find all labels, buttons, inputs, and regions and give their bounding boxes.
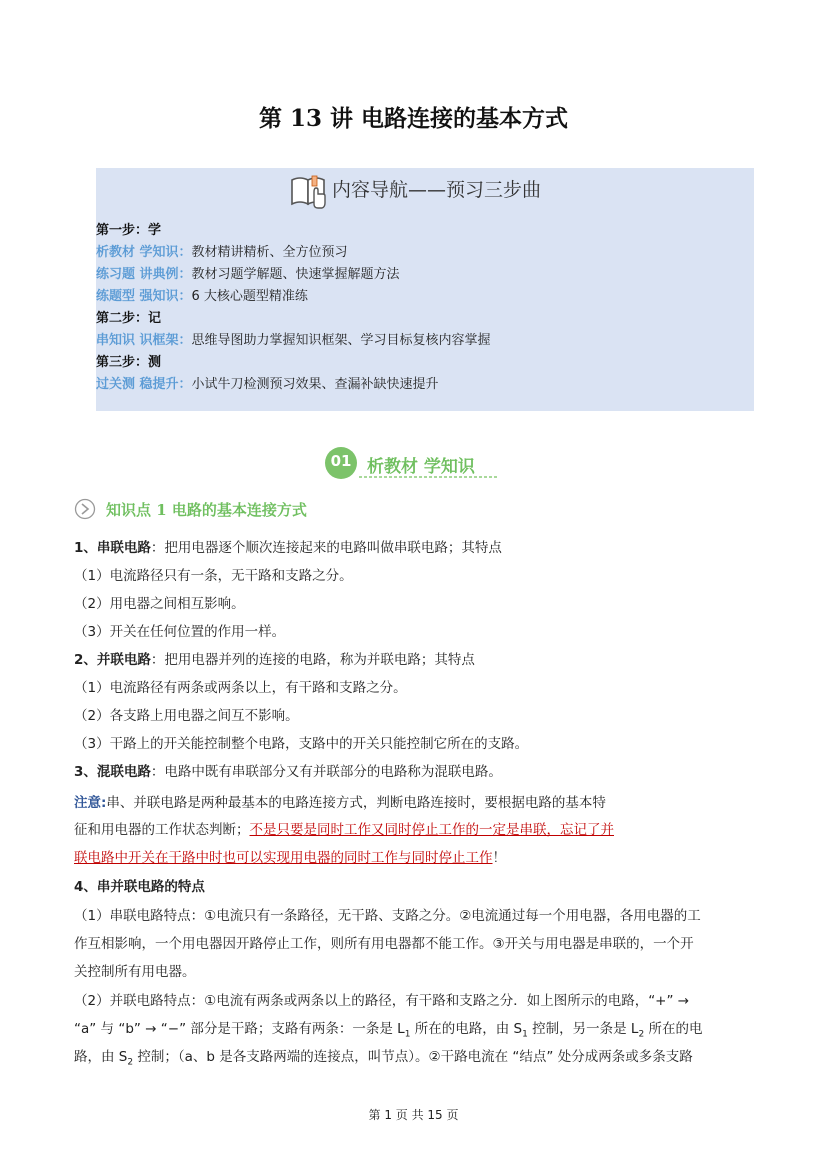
section-label: 析教材 学知识 [367,457,475,477]
term-mixed: 3、混联电路 [74,764,151,780]
content-line-2: （1）电流路径只有一条，无干路和支路之分。 [74,568,353,584]
content-line-6: （1）电流路径有两条或两条以上，有干路和支路之分。 [74,680,407,696]
para-1-line-3: 关控制所有用电器。 [74,964,196,980]
sub-l1: 1 [404,1029,411,1040]
content-line-9 [74,760,502,780]
content-line-5 [74,648,475,668]
content-line-8: （3）干路上的开关能控制整个电路，支路中的开关只能控制它所在的支路。 [74,736,529,752]
nav-item-2-label: 练习题 讲典例： [96,267,192,282]
step-2-label: 第二步：记 [96,311,162,326]
para-1-line-2: 作互相影响，一个用电器因开路停止工作，则所有用电器都不能工作。③开关与用电器是串联的，一个开 [74,936,694,952]
p2b-text-4: 所在的电 [644,1021,703,1037]
note-label: 注意: [74,795,107,811]
content-line-3: （2）用电器之间相互影响。 [74,596,245,612]
nav-item-4-desc: 思维导图助力掌握知识框架、学习目标复核内容掌握 [191,333,491,348]
sub-s1: 1 [522,1029,528,1040]
nav-item-5-label: 过关测 稳提升： [96,377,192,392]
nav-item-1 [96,242,348,263]
nav-item-4 [96,330,491,351]
nav-item-4-label: 串知识 识框架： [96,333,192,348]
series-definition: ：把用电器逐个顺次连接起来的电路叫做串联电路；其特点 [150,540,502,556]
nav-item-1-label: 析教材 学知识： [96,245,192,260]
content-line-1 [74,536,502,556]
para-2-line-1: （2）并联电路特点：①电流有两条或两条以上的路径，有干路和支路之分．如上图所示的电路，“+” → [74,993,690,1009]
p2b-text-3: 控制，另一条是 L [527,1021,639,1037]
section-4-heading: 4、串并联电路的特点 [74,879,205,895]
nav-item-3-label: 练题型 强知识： [96,289,192,304]
nav-item-2-desc: 教材习题学解题、快速掌握解题方法 [191,267,400,282]
para-2-line-2 [74,1017,702,1040]
nav-item-3-desc: 6 大核心题型精准练 [191,289,308,304]
note-warning-2: 联电路中开关在干路中时也可以实现用电器的同时工作与同时停止工作 [74,850,493,866]
note-line-3 [74,846,506,866]
p2b-text-1: “a” 与 “b” → “−” 部分是干路；支路有两条：一条是 L [74,1021,405,1037]
nav-item-3 [96,286,308,307]
para-1-line-1: （1）串联电路特点：①电流只有一条路径，无干路、支路之分。②电流通过每一个用电器，各用电器的工 [74,908,701,924]
nav-step-3 [96,352,161,373]
content-navigation-box [96,168,754,411]
content-line-7: （2）各支路上用电器之间互不影响。 [74,708,299,724]
page-title: 第 13 讲 电路连接的基本方式 [258,105,569,132]
section-number: 01 [330,452,352,470]
parallel-definition: ：把用电器并列的连接的电路，称为并联电路；其特点 [150,652,475,668]
term-series: 1、串联电路 [74,540,151,556]
note-warning-1: 不是只要是同时工作又同时停止工作的一定是串联，忘记了并 [249,822,614,838]
nav-item-2 [96,264,400,285]
step-3-label: 第三步：测 [96,355,162,370]
note-text-1: 串、并联电路是两种最基本的电路连接方式，判断电路连接时，要根据电路的基本特 [106,795,606,811]
nav-step-2 [96,308,161,329]
term-parallel: 2、并联电路 [74,652,151,668]
knowledge-point-title: 知识点 1 电路的基本连接方式 [106,501,307,519]
nav-title: 内容导航——预习三步曲 [332,179,542,201]
nav-item-1-desc: 教材精讲精析、全方位预习 [191,245,348,260]
note-line-1 [74,791,606,811]
p2c-text-2: 控制；（a、b 是各支路两端的连接点，叫节点）。②干路电流在 “结点” 处分成两条或多条支路 [133,1049,693,1065]
note-text-2: 征和用电器的工作状态判断； [74,822,250,838]
nav-header [96,168,754,208]
content-line-4: （3）开关在任何位置的作用一样。 [74,624,286,640]
nav-step-1 [96,220,161,241]
mixed-definition: ：电路中既有串联部分又有并联部分的电路称为混联电路。 [150,764,502,780]
page-footer: 第 1 页 共 15 页 [368,1108,459,1122]
section-badge [323,445,503,485]
p2b-text-2: 所在的电路，由 S [410,1021,523,1037]
p2c-text-1: 路，由 S [74,1049,128,1065]
sub-l2: 2 [638,1029,645,1040]
note-line-2 [74,818,614,838]
step-1-label: 第一步：学 [96,223,162,238]
sub-s2: 2 [127,1057,134,1068]
note-end: ！ [492,850,506,866]
book-pointer-icon [288,174,330,210]
para-2-line-3 [74,1045,693,1068]
chevron-circle-icon [74,498,96,520]
nav-item-5 [96,374,439,395]
nav-item-5-desc: 小试牛刀检测预习效果、查漏补缺快速提升 [191,377,439,392]
